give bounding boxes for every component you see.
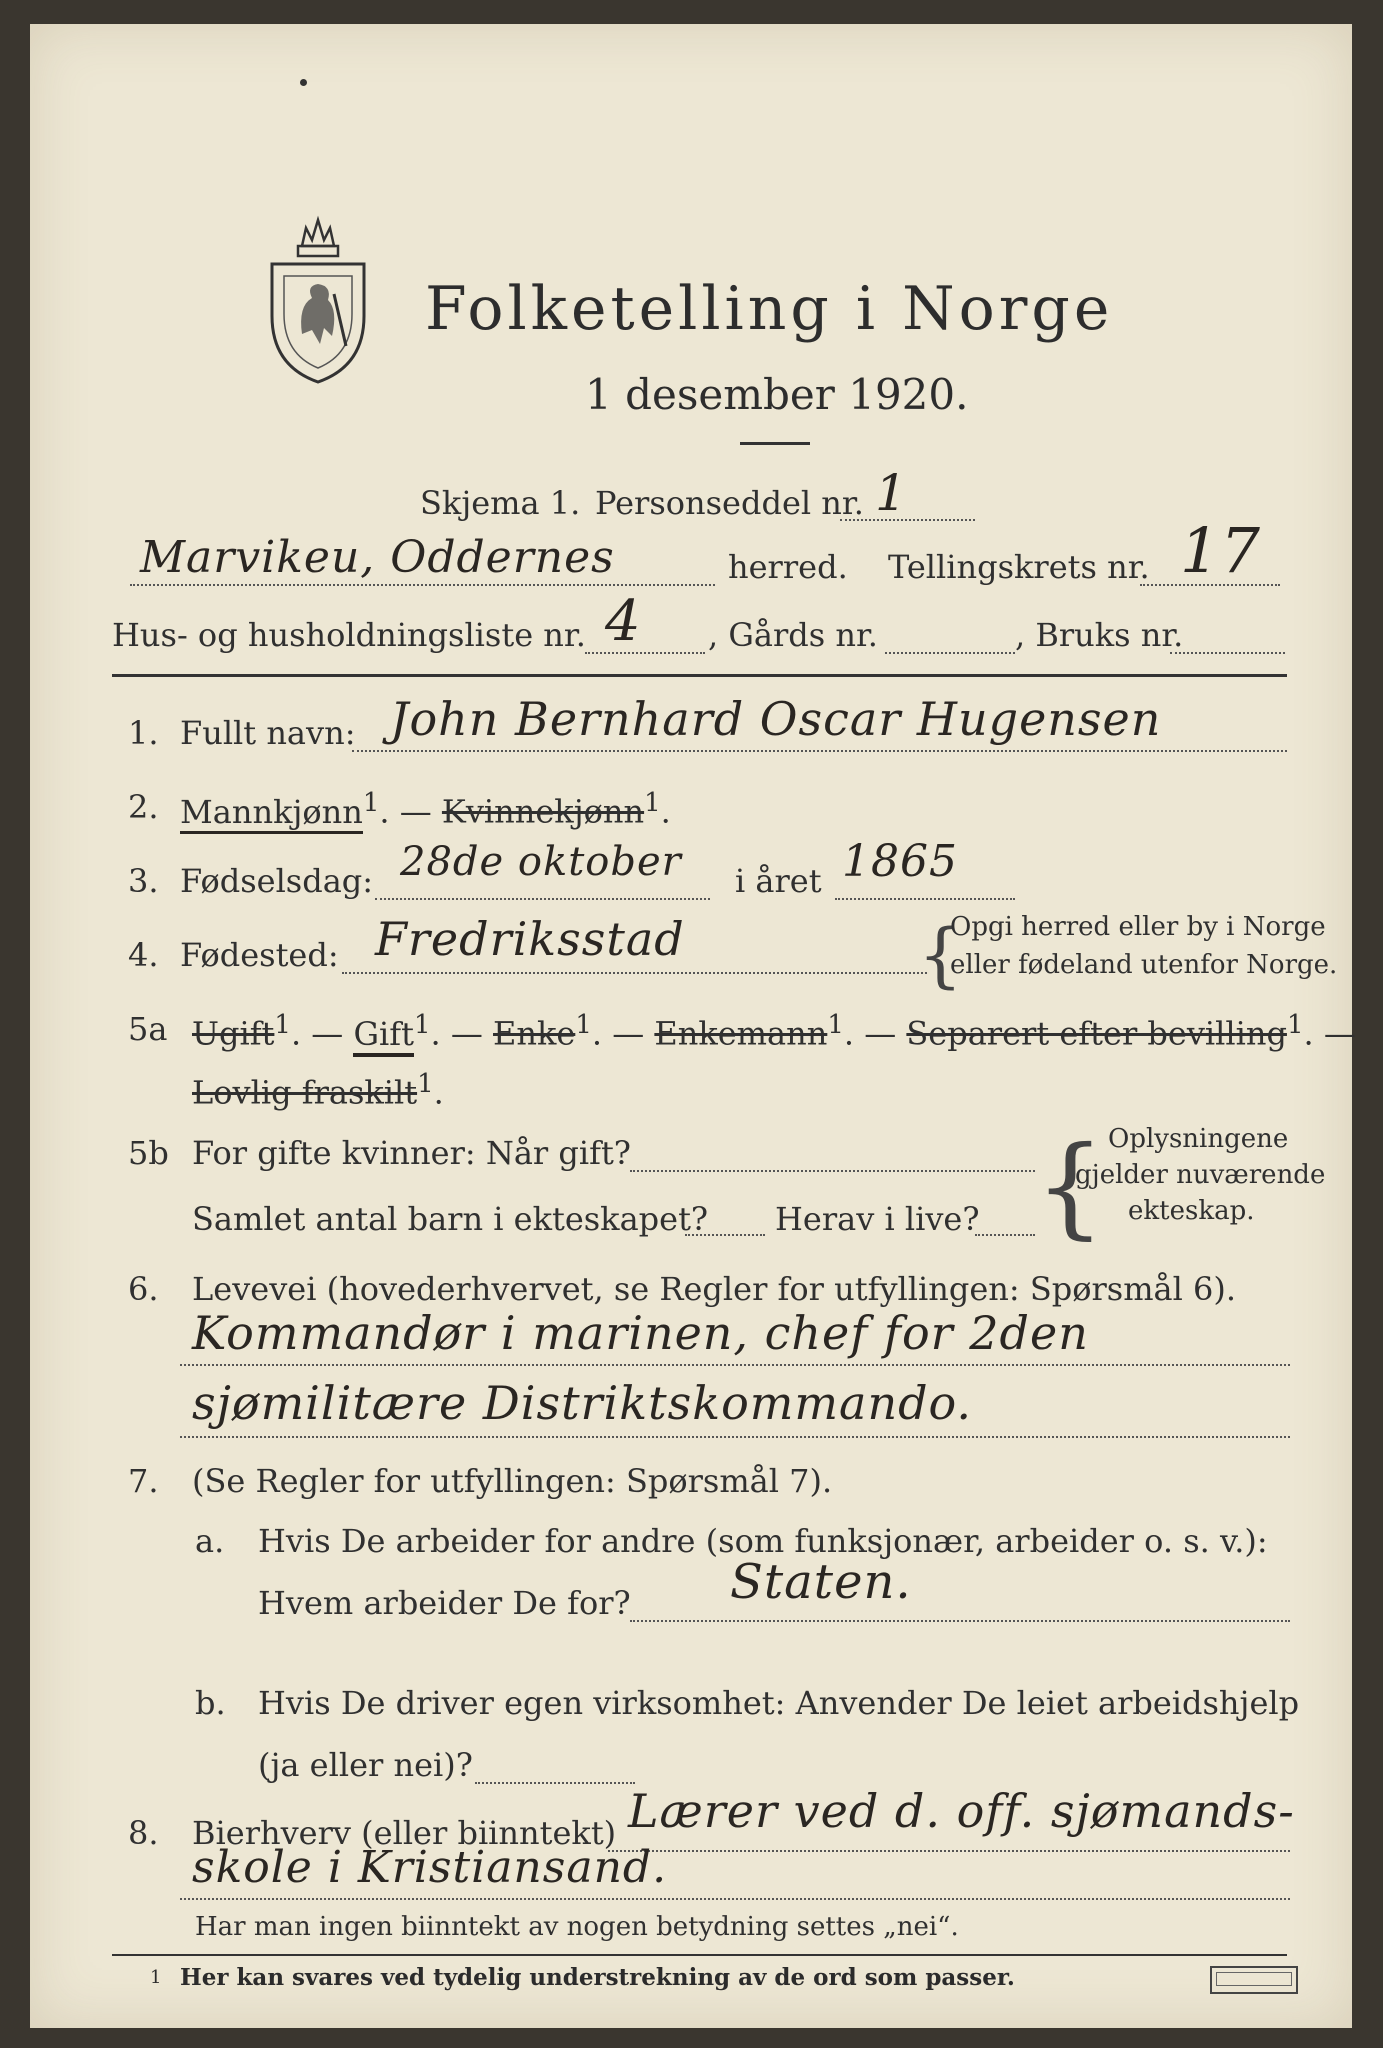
q4-note-2: eller fødeland utenfor Norge. <box>950 950 1338 980</box>
occupation-line-1 <box>180 1364 1290 1366</box>
printer-stamp <box>1210 1966 1298 1994</box>
female-option: Kvinnekjønn <box>441 792 645 831</box>
q7-number: 7. <box>128 1462 159 1500</box>
q7a-number: a. <box>195 1522 225 1560</box>
personseddel-label: Personseddel nr. <box>595 484 864 522</box>
q5a-text: Ugift$^1$. — Gift$^1$. — Enke$^1$. — Enkemann$^1$. — Separert efter bevilling$^1$. — <box>192 1010 1356 1053</box>
q1-line <box>352 750 1287 752</box>
herred-label: herred. <box>728 548 848 586</box>
full-name-value: John Bernhard Oscar Hugensen <box>390 692 1162 746</box>
herred-line <box>130 584 715 586</box>
household-list-line <box>585 652 705 654</box>
q8-number: 8. <box>128 1814 159 1852</box>
male-option: Mannkjønn <box>180 793 363 834</box>
coat-of-arms-icon <box>262 206 374 384</box>
q4-label: Fødested: <box>180 936 339 974</box>
children-line <box>685 1234 765 1236</box>
bruks-line <box>1170 652 1285 654</box>
household-list-label: Hus- og husholdningsliste nr. <box>112 616 586 654</box>
form-date: 1 desember 1920. <box>585 370 969 419</box>
q5b-note-3: ekteskap. <box>1128 1196 1255 1226</box>
footnote-mark: 1 <box>150 1967 162 1988</box>
year-line <box>835 898 1015 900</box>
birth-year-value: 1865 <box>842 836 958 887</box>
q7-label: (Se Regler for utfyllingen: Spørsmål 7). <box>192 1462 833 1500</box>
birthplace-value: Fredriksstad <box>375 912 685 966</box>
q4-number: 4. <box>128 936 159 974</box>
q5b-children-label: Samlet antal barn i ekteskapet? <box>192 1200 709 1238</box>
q7b-number: b. <box>195 1684 226 1722</box>
q4-note-1: Opgi herred eller by i Norge <box>950 912 1326 942</box>
household-list-value: 4 <box>605 589 642 654</box>
enkemann-option: Enkemann <box>654 1014 828 1053</box>
birthday-line <box>375 898 710 900</box>
q8-label: Bierhverv (eller biinntekt) <box>192 1814 617 1852</box>
lovlig-fraskilt-option: Lovlig fraskilt <box>192 1073 418 1112</box>
alive-line <box>975 1234 1035 1236</box>
hired-help-line <box>475 1782 635 1784</box>
q1-number: 1. <box>128 714 159 752</box>
q6-number: 6. <box>128 1270 159 1308</box>
q5a-text-line2: Lovlig fraskilt$^1$. <box>192 1069 444 1112</box>
q6-label: Levevei (hovederhvervet, se Regler for utfyllingen: Spørsmål 6). <box>192 1270 1237 1308</box>
header-rule <box>112 674 1287 677</box>
footnote-text: Her kan svares ved tydelig understrekning av de ord som passer. <box>180 1964 1015 1991</box>
census-form-sheet <box>30 24 1356 2028</box>
footer-rule <box>112 1954 1287 1956</box>
q5b-brace: { <box>1035 1122 1105 1250</box>
side-income-value-1: Lærer ved d. off. sjømands- <box>628 1784 1295 1838</box>
q5b-note-2: gjelder nuværende <box>1075 1160 1326 1190</box>
q5b-alive-label: Herav i live? <box>775 1200 980 1238</box>
q2-text: Mannkjønn$^1$. — Kvinnekjønn$^1$. <box>180 788 671 831</box>
q2-number: 2. <box>128 788 159 826</box>
married-when-line <box>630 1170 1035 1172</box>
schema-label: Skjema 1. <box>420 484 581 522</box>
side-income-line-2 <box>180 1898 1290 1900</box>
tellingskrets-label: Tellingskrets nr. <box>888 548 1150 586</box>
tellingskrets-value: 17 <box>1180 514 1261 587</box>
side-income-value-2: skole i Kristiansand. <box>192 1842 668 1893</box>
q7b-question: (ja eller nei)? <box>258 1746 473 1784</box>
birthplace-line <box>342 972 927 974</box>
q5b-number: 5b <box>128 1134 169 1172</box>
side-income-line-1 <box>608 1850 1290 1852</box>
personseddel-value: 1 <box>875 464 908 522</box>
q3-number: 3. <box>128 862 159 900</box>
birthday-value: 28de oktober <box>400 839 682 885</box>
q5b-line1: For gifte kvinner: Når gift? <box>192 1134 631 1172</box>
q5a-number: 5a <box>128 1010 168 1048</box>
gift-option: Gift <box>353 1015 414 1057</box>
q4-brace: { <box>918 914 963 996</box>
year-label: i året <box>735 862 822 900</box>
occupation-value-1: Kommandør i marinen, chef for 2den <box>192 1306 1089 1360</box>
q3-label: Fødselsdag: <box>180 862 374 900</box>
gards-label: , Gårds nr. <box>708 616 878 654</box>
ugift-option: Ugift <box>192 1014 275 1053</box>
q1-label: Fullt navn: <box>180 714 356 752</box>
title-divider <box>740 442 810 445</box>
form-title: Folketelling i Norge <box>425 274 1114 344</box>
ink-dot <box>300 79 307 86</box>
herred-value: Marvikeu, Oddernes <box>140 532 615 583</box>
q7a-text: Hvis De arbeider for andre (som funksjonær, arbeider o. s. v.): <box>258 1522 1268 1560</box>
bruks-label: , Bruks nr. <box>1015 616 1184 654</box>
employer-value: Staten. <box>730 1554 912 1610</box>
q5b-note-1: Oplysningene <box>1108 1124 1289 1154</box>
occupation-value-2: sjømilitære Distriktskommando. <box>192 1376 973 1430</box>
q8-note: Har man ingen biinntekt av nogen betydning settes „nei“. <box>195 1912 959 1942</box>
enke-option: Enke <box>493 1014 576 1053</box>
employer-line <box>630 1620 1290 1622</box>
q7a-question: Hvem arbeider De for? <box>258 1584 631 1622</box>
occupation-line-2 <box>180 1436 1290 1438</box>
gards-line <box>885 652 1015 654</box>
separert-option: Separert efter bevilling <box>906 1014 1287 1053</box>
q7b-text: Hvis De driver egen virksomhet: Anvender De leiet arbeidshjelp <box>258 1684 1300 1722</box>
